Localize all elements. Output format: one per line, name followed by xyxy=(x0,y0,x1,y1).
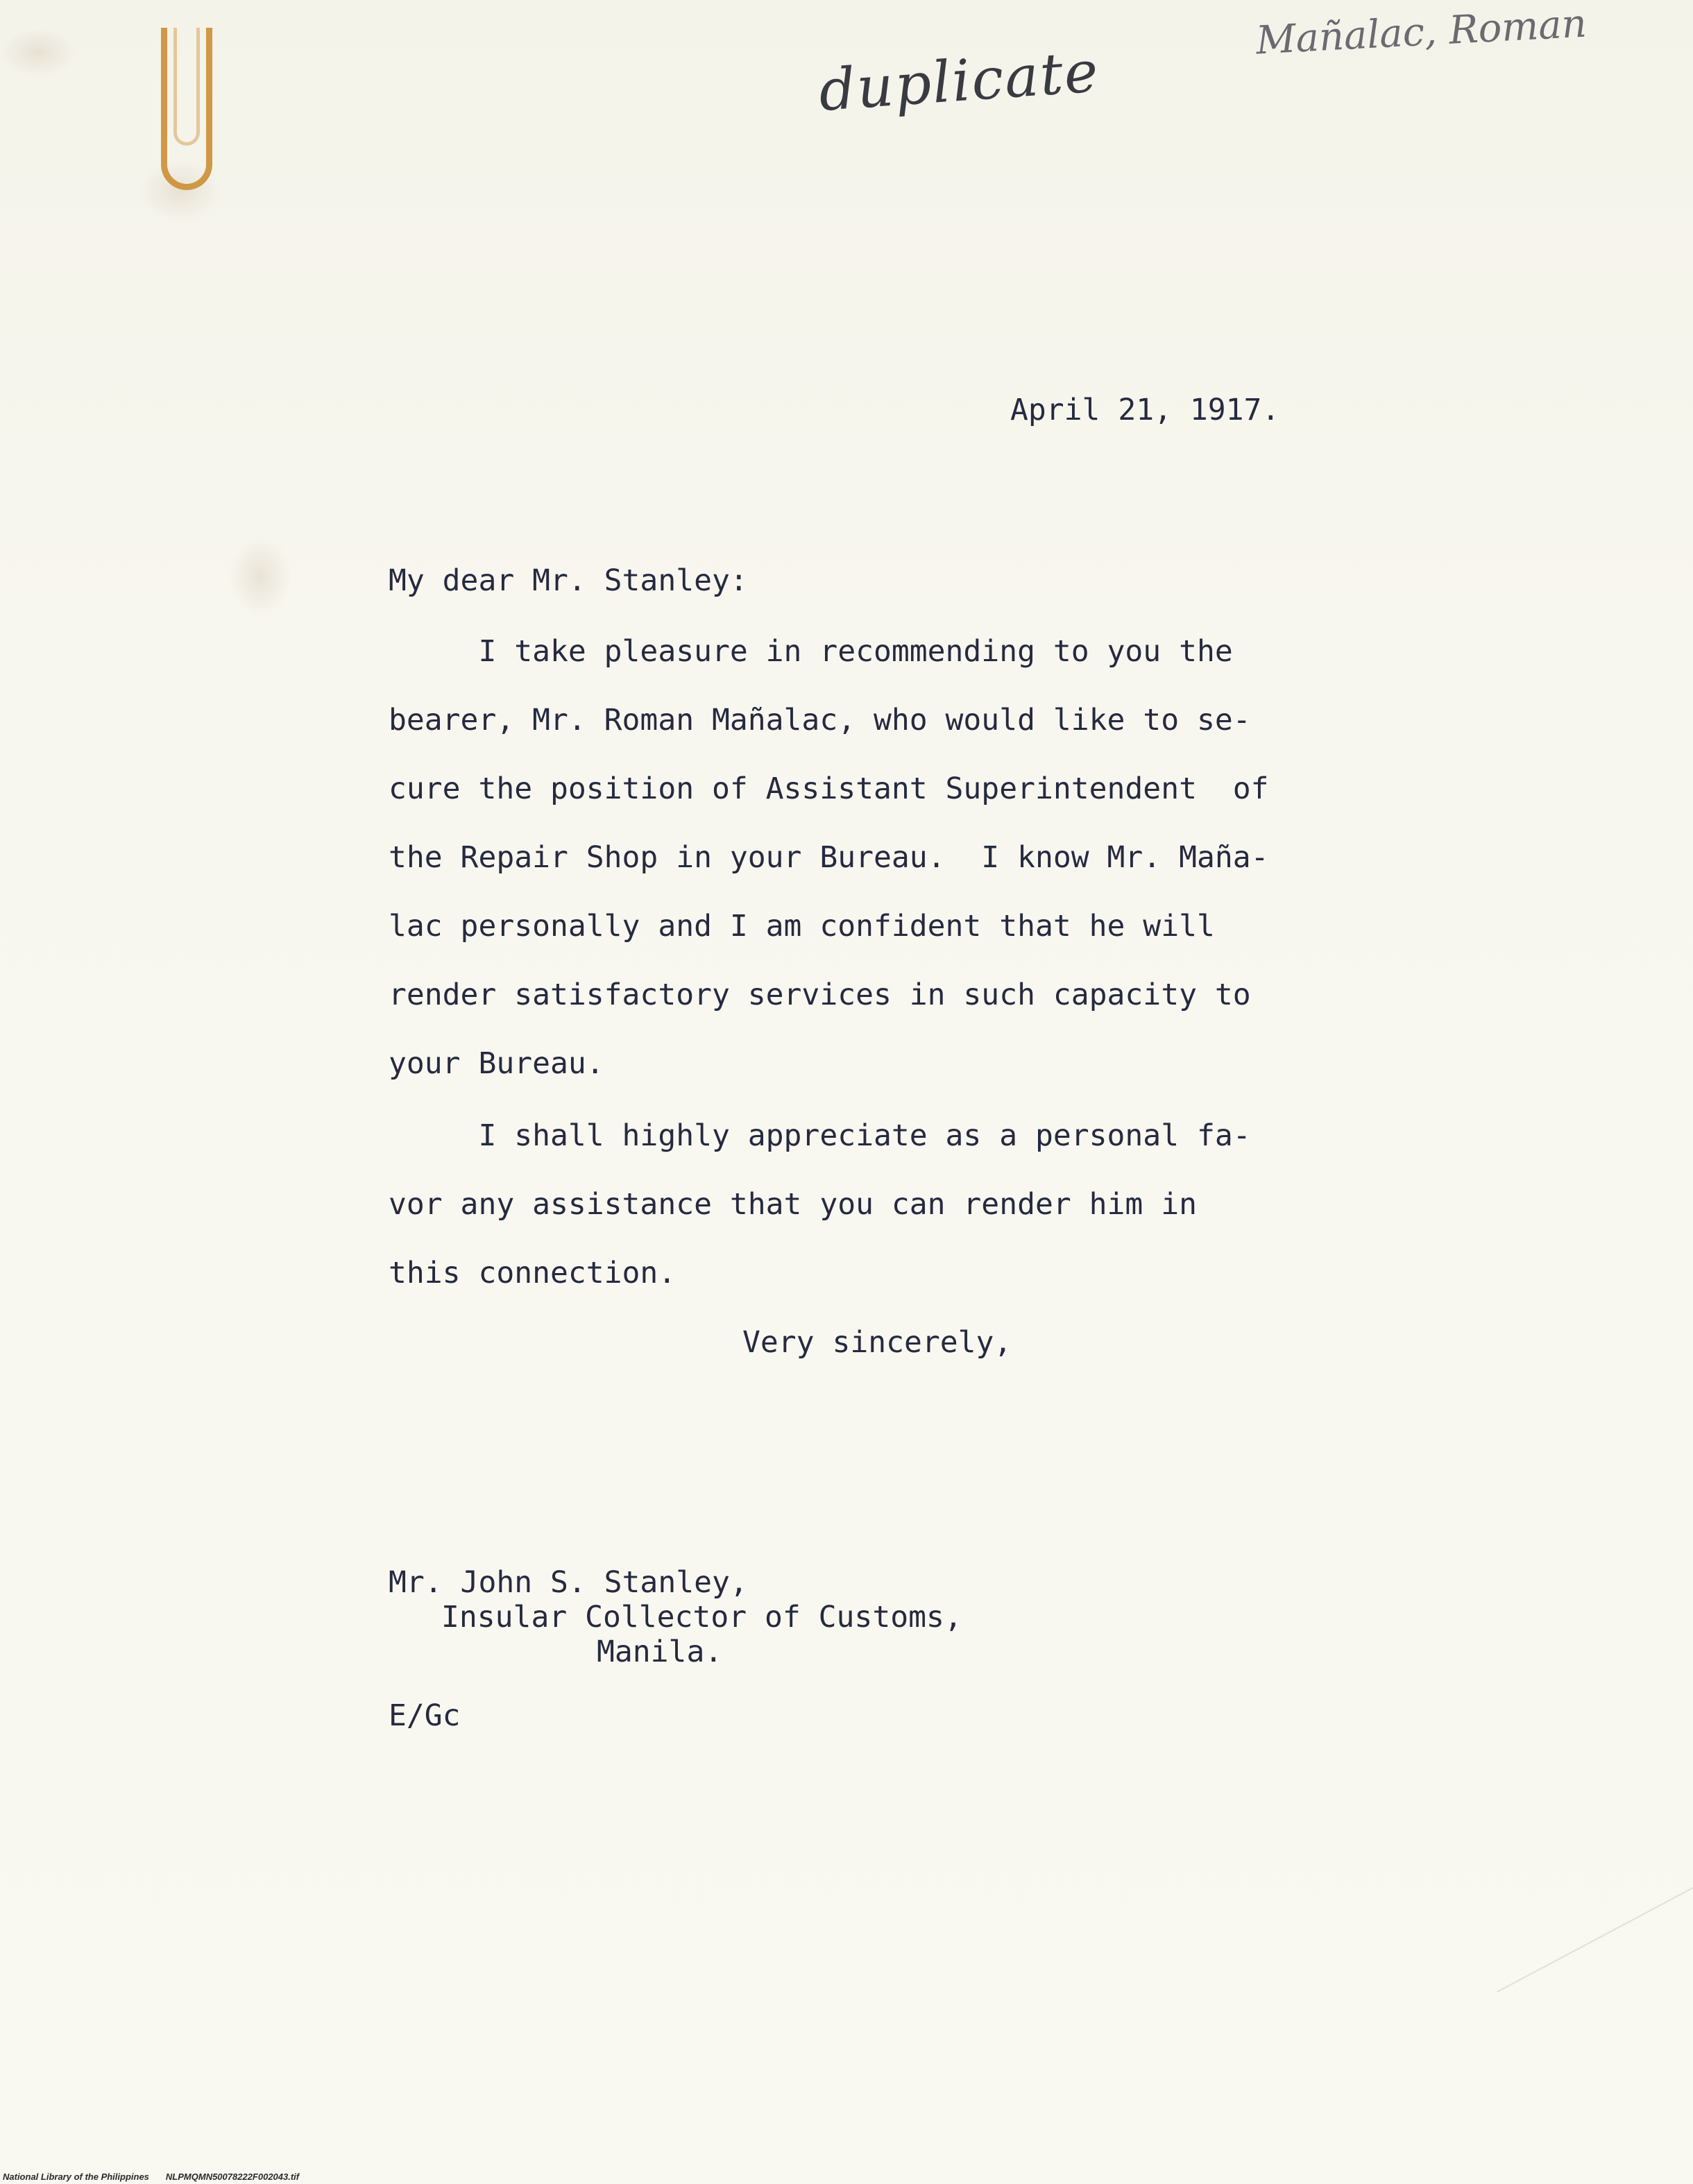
paper-stain xyxy=(229,534,291,617)
letter-date: April 21, 1917. xyxy=(1010,393,1280,427)
footer-file-id: NLPMQMN50078222F002043.tif xyxy=(165,2172,300,2182)
recipient-city: Manila. xyxy=(597,1635,723,1669)
scan-footer xyxy=(3,2172,299,2182)
body-line: your Bureau. xyxy=(389,1046,604,1081)
recipient-title: Insular Collector of Customs, xyxy=(441,1600,962,1635)
body-line: lac personally and I am confident that he will xyxy=(389,909,1215,944)
paper-edge-mark xyxy=(1497,1887,1693,1993)
letter-closing: Very sincerely, xyxy=(742,1325,1012,1360)
recipient-name: Mr. John S. Stanley, xyxy=(389,1565,748,1600)
body-line: I shall highly appreciate as a personal fa- xyxy=(389,1118,1251,1153)
body-line: I take pleasure in recommending to you the xyxy=(389,634,1233,669)
body-line: the Repair Shop in your Bureau. I know Mr. Maña- xyxy=(389,840,1269,875)
reference-initials: E/Gc xyxy=(389,1698,461,1733)
paper-clip-inner-mark xyxy=(173,28,200,146)
letter-salutation: My dear Mr. Stanley: xyxy=(389,563,748,598)
handwritten-duplicate-note: duplicate xyxy=(817,39,1102,124)
handwritten-name-note: Mañalac, Roman xyxy=(1254,1,1588,64)
body-line: bearer, Mr. Roman Mañalac, who would like to se- xyxy=(389,703,1251,737)
body-line: render satisfactory services in such capacity to xyxy=(389,978,1251,1012)
body-line: cure the position of Assistant Superintendent of xyxy=(389,771,1269,806)
body-line: vor any assistance that you can render him in xyxy=(389,1187,1197,1222)
paper-stain xyxy=(0,28,76,76)
footer-library: National Library of the Philippines xyxy=(3,2172,149,2182)
body-line: this connection. xyxy=(389,1256,677,1290)
